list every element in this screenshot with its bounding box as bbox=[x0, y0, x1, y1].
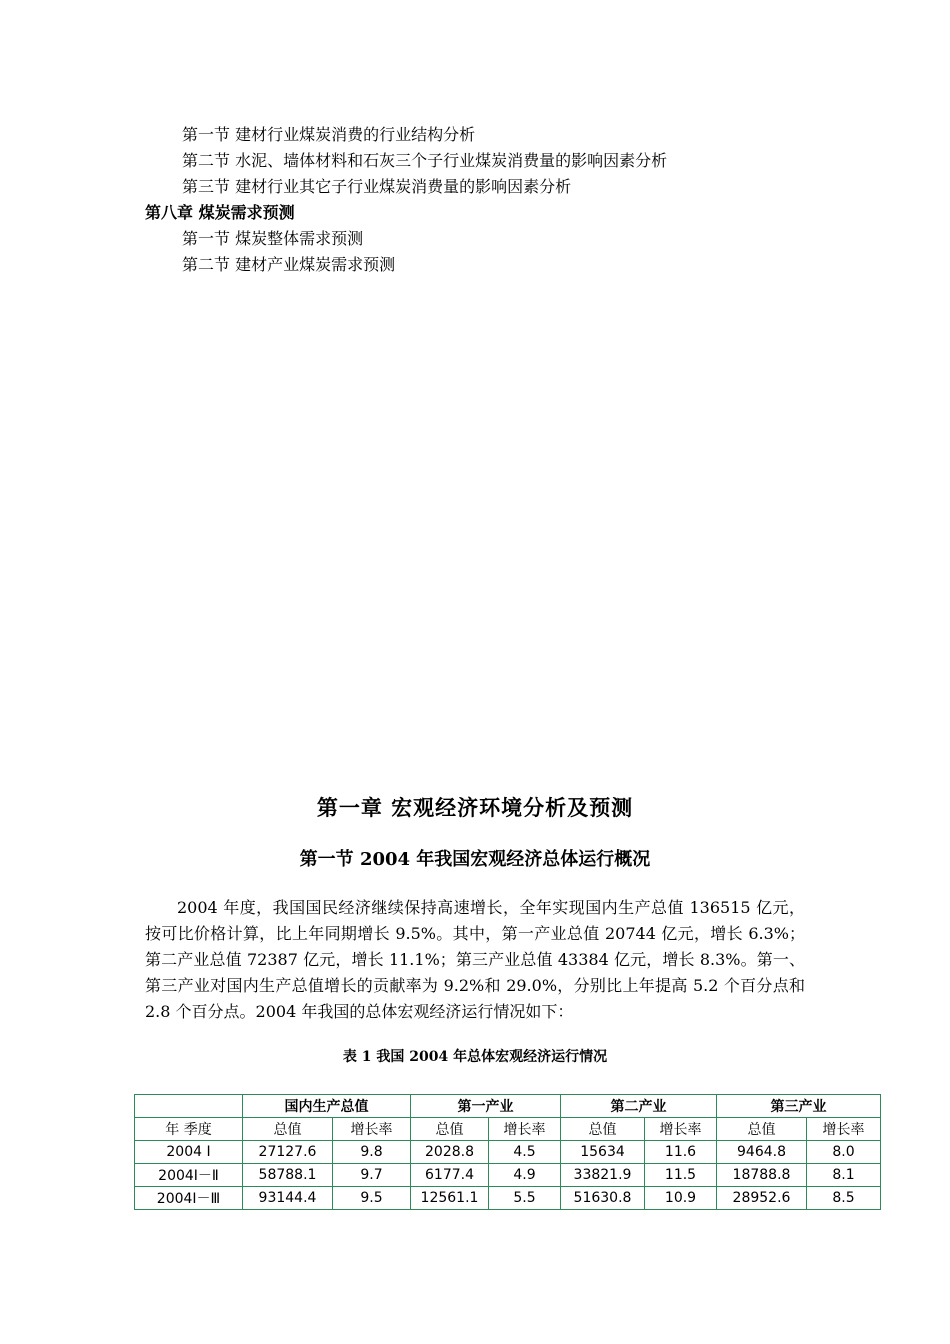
toc-section-item: 第二节 建材产业煤炭需求预测 bbox=[182, 255, 396, 274]
sub-header-growth: 增长率 bbox=[489, 1118, 561, 1141]
sub-header-total: 总值 bbox=[243, 1118, 333, 1141]
period-cell: 2004Ⅰ－Ⅱ bbox=[135, 1164, 243, 1187]
table-row bbox=[135, 1187, 881, 1210]
value-cell: 4.5 bbox=[489, 1141, 561, 1164]
body-paragraph: 2004 年度，我国国民经济继续保持高速增长，全年实现国内生产总值 136515 亿元，按可比价格计算，比上年同期增长 9.5%。其中，第一产业总值 20744 亿元，增长 6.3%；第二产业总值 72387 亿元，增长 11.1%；第三产业总值 43384 亿元，增长 8.3%。第一、第三产业对国内生产总值增长的贡献率为 9.2%和 29.0%，分别比上年提高 5.2 个百分点和 2.8 个百分点。2004 年我国的总体宏观经济运行情况如下： bbox=[145, 898, 805, 1021]
chapter-title: 第一章 宏观经济环境分析及预测 bbox=[316, 795, 634, 820]
sub-header-growth: 增长率 bbox=[333, 1118, 411, 1141]
value-cell: 8.1 bbox=[807, 1164, 881, 1187]
toc-section-item: 第一节 建材行业煤炭消费的行业结构分析 bbox=[182, 125, 476, 144]
sub-header-total: 总值 bbox=[717, 1118, 807, 1141]
value-cell: 10.9 bbox=[645, 1187, 717, 1210]
value-cell: 9.8 bbox=[333, 1141, 411, 1164]
value-cell: 9464.8 bbox=[717, 1141, 807, 1164]
value-cell: 8.0 bbox=[807, 1141, 881, 1164]
toc-section-item: 第二节 水泥、墙体材料和石灰三个子行业煤炭消费量的影响因素分析 bbox=[182, 151, 668, 170]
value-cell: 15634 bbox=[561, 1141, 645, 1164]
value-cell: 33821.9 bbox=[561, 1164, 645, 1187]
table-group-header-row bbox=[135, 1095, 881, 1118]
group-header-gdp: 国内生产总值 bbox=[243, 1095, 411, 1118]
toc-chapter-item: 第八章 煤炭需求预测 bbox=[145, 203, 295, 222]
sub-header-growth: 增长率 bbox=[807, 1118, 881, 1141]
group-header-primary: 第一产业 bbox=[411, 1095, 561, 1118]
macro-economy-table bbox=[134, 1094, 881, 1210]
value-cell: 2028.8 bbox=[411, 1141, 489, 1164]
table-sub-header-row bbox=[135, 1118, 881, 1141]
value-cell: 9.7 bbox=[333, 1164, 411, 1187]
table-row bbox=[135, 1141, 881, 1164]
value-cell: 51630.8 bbox=[561, 1187, 645, 1210]
sub-header-growth: 增长率 bbox=[645, 1118, 717, 1141]
value-cell: 6177.4 bbox=[411, 1164, 489, 1187]
value-cell: 27127.6 bbox=[243, 1141, 333, 1164]
value-cell: 11.5 bbox=[645, 1164, 717, 1187]
value-cell: 93144.4 bbox=[243, 1187, 333, 1210]
sub-header-total: 总值 bbox=[561, 1118, 645, 1141]
toc-section-item: 第一节 煤炭整体需求预测 bbox=[182, 229, 364, 248]
period-header: 年 季度 bbox=[135, 1118, 243, 1141]
value-cell: 18788.8 bbox=[717, 1164, 807, 1187]
value-cell: 58788.1 bbox=[243, 1164, 333, 1187]
toc-section-item: 第三节 建材行业其它子行业煤炭消费量的影响因素分析 bbox=[182, 177, 572, 196]
value-cell: 11.6 bbox=[645, 1141, 717, 1164]
value-cell: 8.5 bbox=[807, 1187, 881, 1210]
sub-header-total: 总值 bbox=[411, 1118, 489, 1141]
table-row bbox=[135, 1164, 881, 1187]
section-title: 第一节 2004 年我国宏观经济总体运行概况 bbox=[299, 849, 651, 870]
value-cell: 12561.1 bbox=[411, 1187, 489, 1210]
period-cell: 2004 Ⅰ bbox=[135, 1141, 243, 1164]
group-header-secondary: 第二产业 bbox=[561, 1095, 717, 1118]
table-caption: 表 1 我国 2004 年总体宏观经济运行情况 bbox=[342, 1049, 608, 1065]
value-cell: 28952.6 bbox=[717, 1187, 807, 1210]
group-header-tertiary: 第三产业 bbox=[717, 1095, 881, 1118]
period-cell: 2004Ⅰ－Ⅲ bbox=[135, 1187, 243, 1210]
table-corner-cell bbox=[135, 1095, 243, 1118]
value-cell: 4.9 bbox=[489, 1164, 561, 1187]
value-cell: 5.5 bbox=[489, 1187, 561, 1210]
value-cell: 9.5 bbox=[333, 1187, 411, 1210]
